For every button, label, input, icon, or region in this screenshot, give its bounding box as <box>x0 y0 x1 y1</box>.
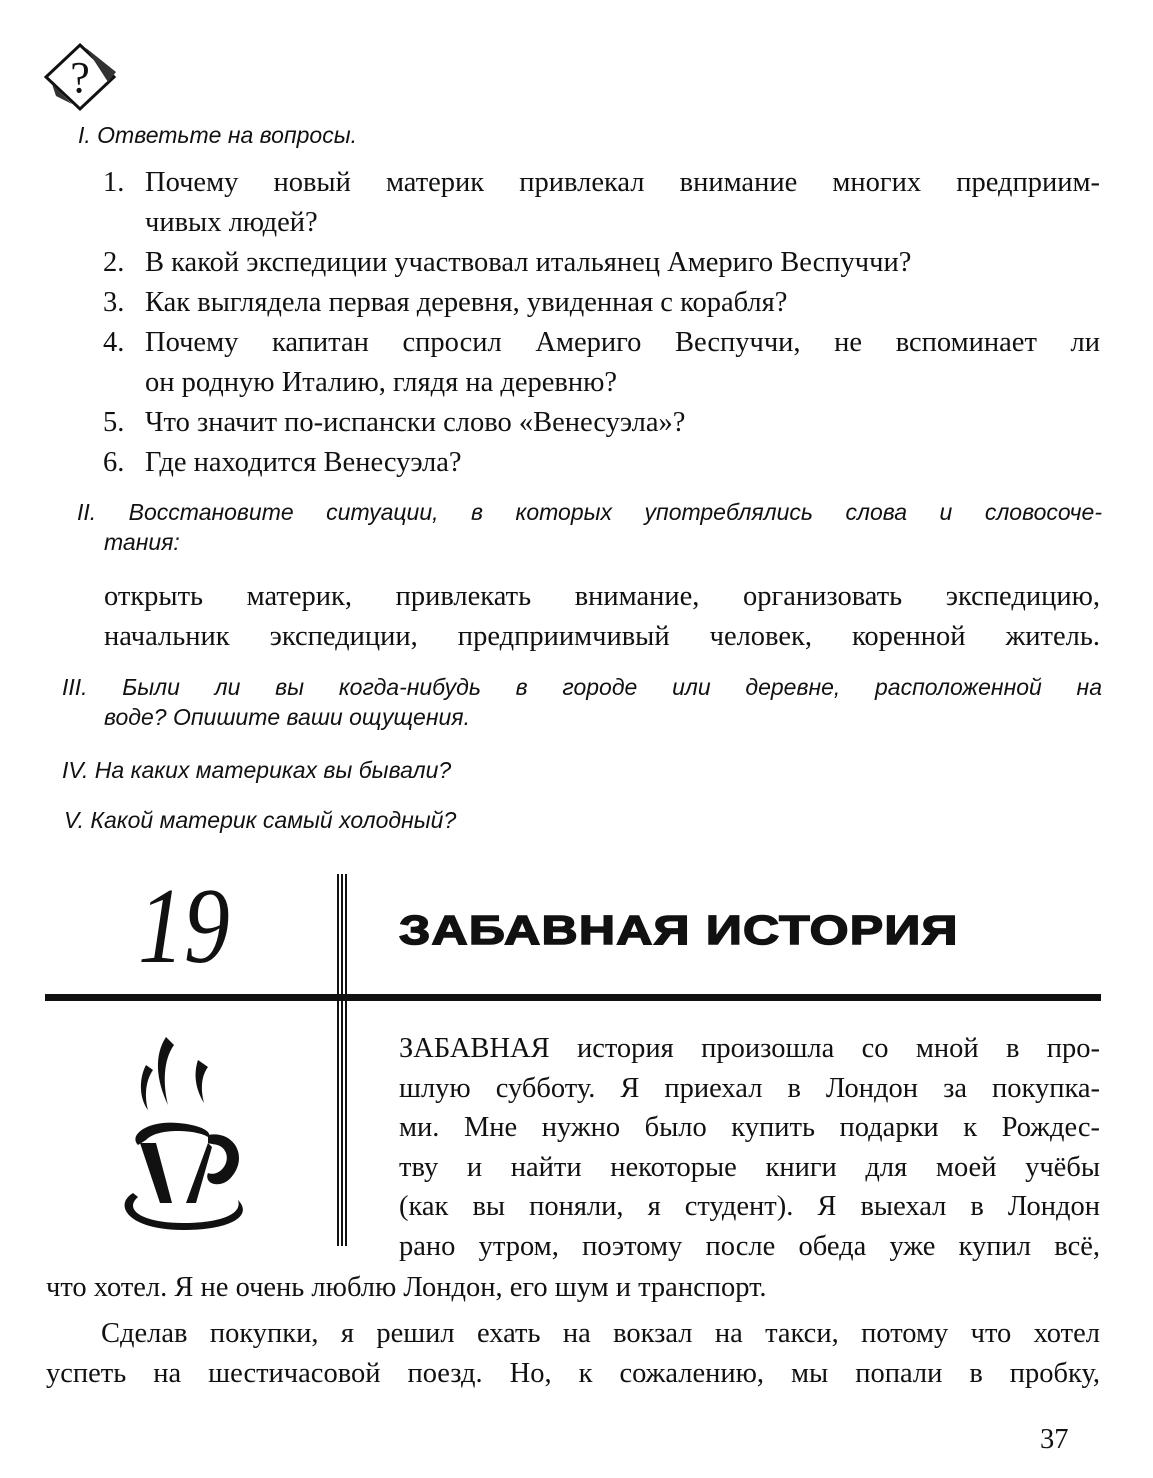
page-number: 37 <box>1040 1424 1069 1455</box>
question-item <box>103 403 1103 443</box>
question-diamond-icon <box>42 42 118 112</box>
question-number: 3. <box>103 287 125 318</box>
task-3-heading-line: воде? Опишите ваши ощущения. <box>104 704 470 730</box>
question-text: Что значит по-испански слово «Венесуэла»? <box>145 407 686 438</box>
question-list <box>103 163 1103 483</box>
question-text: Как выглядела первая деревня, увиденная с корабля? <box>145 287 788 318</box>
task-3-heading-line: III. Были ли вы когда-нибудь в городе или деревне, расположенной на <box>62 674 1102 700</box>
question-number: 4. <box>103 327 125 358</box>
story-line: шлую субботу. Я приехал в Лондон за покупка- <box>399 1072 1100 1104</box>
question-text: Где находится Венесуэла? <box>145 447 462 478</box>
question-item <box>103 323 1103 403</box>
task-3-heading <box>62 672 1102 732</box>
task-2-heading-line: II. Восстановите ситуации, в которых употреблялись слова и словосоче- <box>77 499 1102 525</box>
task-2-words <box>104 577 1100 657</box>
coffee-cup-icon <box>108 1025 258 1235</box>
horizontal-rule <box>45 994 1101 1001</box>
lesson-number: 19 <box>138 867 230 986</box>
question-item <box>103 163 1103 243</box>
task-4-heading: IV. На каких материках вы бывали? <box>62 757 452 783</box>
story-column-text <box>399 1029 1100 1266</box>
story-line: успеть на шестичасовой поезд. Но, к сожалению, мы попали в пробку, <box>46 1358 1100 1389</box>
story-line: тву и найти некоторые книги для моей учёбы <box>399 1151 1100 1183</box>
question-item <box>103 243 1103 283</box>
task-5-heading: V. Какой материк самый холодный? <box>64 807 457 833</box>
question-number: 6. <box>103 447 125 478</box>
question-number: 5. <box>103 407 125 438</box>
question-text: Почему капитан спросил Америго Веспуччи, не вспоминает ли <box>145 327 1100 358</box>
task-2-words-line: начальник экспедиции, предприимчивый человек, коренной житель. <box>104 621 1100 652</box>
question-number: 1. <box>103 167 125 198</box>
task-1-heading: I. Ответьте на вопросы. <box>78 122 358 148</box>
question-number: 2. <box>103 247 125 278</box>
svg-text:?: ? <box>70 53 90 102</box>
story-line: (как вы поняли, я студент). Я выехал в Лондон <box>399 1191 1100 1222</box>
vertical-rule <box>341 874 343 1246</box>
story-line: ми. Мне нужно было купить подарки к Рождес- <box>399 1112 1100 1143</box>
question-text: Почему новый материк привлекал внимание многих предприим- <box>145 167 1100 198</box>
question-item <box>103 443 1103 483</box>
task-2-heading <box>62 497 1102 557</box>
question-item <box>103 283 1103 323</box>
story-line: ЗАБАВНАЯ история произошла со мной в про- <box>399 1033 1100 1064</box>
question-text: он родную Италию, глядя на деревню? <box>145 367 618 398</box>
story-line: Сделав покупки, я решил ехать на вокзал на такси, потому что хотел <box>101 1318 1100 1349</box>
story-line: рано утром, поэтому после обеда уже купил всё, <box>399 1230 1100 1262</box>
question-text: чивых людей? <box>145 207 318 238</box>
task-2-words-line: открыть материк, привлекать внимание, организовать экспедицию, <box>104 581 1100 612</box>
story-line: что хотел. Я не очень люблю Лондон, его шум и транспорт. <box>46 1272 767 1303</box>
task-2-heading-line: тания: <box>104 529 180 555</box>
story-full-text <box>46 1268 1100 1394</box>
lesson-title: ЗАБАВНАЯ ИСТОРИЯ <box>399 907 959 953</box>
vertical-rule <box>337 874 339 1246</box>
question-text: В какой экспедиции участвовал итальянец Америго Веспуччи? <box>145 247 912 278</box>
vertical-rule <box>345 874 347 1246</box>
